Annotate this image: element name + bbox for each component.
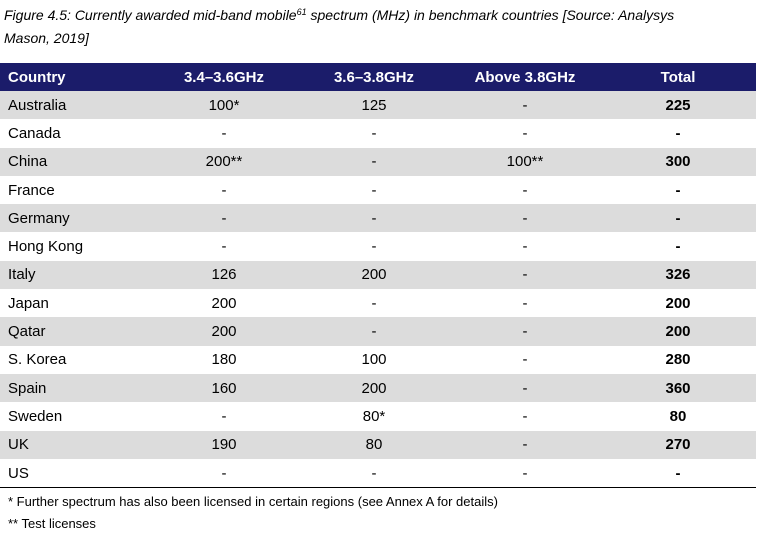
band-36-38-cell: - [371, 238, 377, 256]
band-34-36-cell: 190 [150, 431, 298, 459]
band-34-36-cell: - [150, 459, 298, 488]
table-row [0, 148, 756, 176]
table-row [0, 91, 756, 119]
table-row [0, 431, 756, 459]
band-above-38-cell: - [450, 431, 600, 459]
total-cell: 200 [665, 294, 691, 312]
table-row [0, 374, 756, 402]
total-cell: - [600, 204, 756, 232]
total-cell: 270 [600, 431, 756, 459]
total-cell: 326 [600, 261, 756, 289]
band-34-36-cell: - [221, 407, 227, 425]
band-36-38-cell: - [298, 459, 450, 488]
band-above-38-cell: - [522, 294, 528, 312]
band-36-38-cell: - [298, 204, 450, 232]
table-header-row [0, 63, 756, 91]
band-34-36-cell: 180 [211, 351, 237, 369]
total-cell: 225 [600, 91, 756, 119]
band-34-36-cell: - [221, 124, 227, 142]
band-above-38-cell: - [450, 374, 600, 402]
table-row [0, 261, 756, 289]
band-34-36-cell: 160 [150, 374, 298, 402]
country-cell: Australia [0, 91, 150, 119]
total-cell: 200 [600, 317, 756, 345]
band-34-36-cell: 100* [150, 91, 298, 119]
band-34-36-cell: 200 [211, 294, 237, 312]
band-36-38-cell: 125 [298, 91, 450, 119]
band-above-38-cell: - [450, 204, 600, 232]
total-cell: - [600, 459, 756, 488]
caption-line-1 [4, 4, 760, 27]
note-single-asterisk: * Further spectrum has also been licensed in certain regions (see Annex A for details) [8, 494, 498, 509]
country-cell: France [8, 181, 55, 199]
band-36-38-cell: - [371, 181, 377, 199]
band-above-38-cell: - [522, 407, 528, 425]
total-cell: 280 [665, 351, 691, 369]
band-36-38-cell: 200 [298, 261, 450, 289]
country-cell: Canada [8, 124, 61, 142]
band-34-36-cell: - [221, 238, 227, 256]
band-34-36-cell: 126 [150, 261, 298, 289]
band-36-38-cell: 80* [362, 407, 386, 425]
table-body [0, 91, 756, 488]
band-36-38-cell: - [371, 294, 377, 312]
figure-caption [4, 4, 760, 50]
country-cell: Germany [0, 204, 150, 232]
band-above-38-cell: - [522, 238, 528, 256]
table-row [0, 204, 756, 232]
country-cell: UK [0, 431, 150, 459]
band-above-38-cell: - [522, 124, 528, 142]
footnote-ref: 61 [296, 7, 307, 17]
country-cell: Qatar [0, 317, 150, 345]
table-row [0, 402, 756, 430]
table-row [0, 289, 756, 317]
total-cell: - [675, 124, 681, 142]
band-36-38-cell: - [371, 124, 377, 142]
table-row [0, 119, 756, 147]
band-34-36-cell: - [150, 204, 298, 232]
caption-line-2: Mason, 2019] [4, 30, 89, 46]
country-cell: Italy [0, 261, 150, 289]
country-cell: Japan [8, 294, 49, 312]
band-above-38-cell: - [522, 181, 528, 199]
country-cell: S. Korea [8, 351, 67, 369]
table-row [0, 459, 756, 488]
country-cell: Hong Kong [8, 238, 84, 256]
caption-text-cont: spectrum (MHz) in benchmark countries [Source: Analysys [306, 7, 675, 23]
caption-text: Figure 4.5: Currently awarded mid-band mobile [4, 7, 297, 23]
country-cell: Spain [0, 374, 150, 402]
table-row [0, 317, 756, 345]
total-cell: - [675, 238, 681, 256]
header-band-36-38: 3.6–3.8GHz [298, 63, 450, 91]
band-36-38-cell: - [298, 317, 450, 345]
spectrum-table [0, 63, 756, 488]
band-34-36-cell: - [221, 181, 227, 199]
table-row [0, 346, 756, 374]
total-cell: - [675, 181, 681, 199]
band-36-38-cell: 80 [298, 431, 450, 459]
table-row [0, 176, 756, 204]
total-cell: 80 [669, 407, 687, 425]
band-36-38-cell: - [298, 148, 450, 176]
band-above-38-cell: 100** [450, 148, 600, 176]
country-cell: US [0, 459, 150, 488]
band-34-36-cell: 200** [150, 148, 298, 176]
band-36-38-cell: 200 [298, 374, 450, 402]
band-above-38-cell: - [450, 459, 600, 488]
band-above-38-cell: - [450, 261, 600, 289]
band-36-38-cell: 100 [361, 351, 387, 369]
country-cell: China [0, 148, 150, 176]
band-above-38-cell: - [450, 91, 600, 119]
header-band-above-38: Above 3.8GHz [450, 63, 600, 91]
header-total: Total [600, 63, 756, 91]
table-notes [8, 491, 756, 535]
total-cell: 360 [600, 374, 756, 402]
note-double-asterisk: ** Test licenses [8, 516, 96, 531]
country-cell: Sweden [8, 407, 63, 425]
header-band-34-36: 3.4–3.6GHz [150, 63, 298, 91]
band-above-38-cell: - [450, 317, 600, 345]
table-row [0, 232, 756, 260]
band-above-38-cell: - [522, 351, 528, 369]
total-cell: 300 [600, 148, 756, 176]
header-country: Country [0, 63, 150, 91]
band-34-36-cell: 200 [150, 317, 298, 345]
